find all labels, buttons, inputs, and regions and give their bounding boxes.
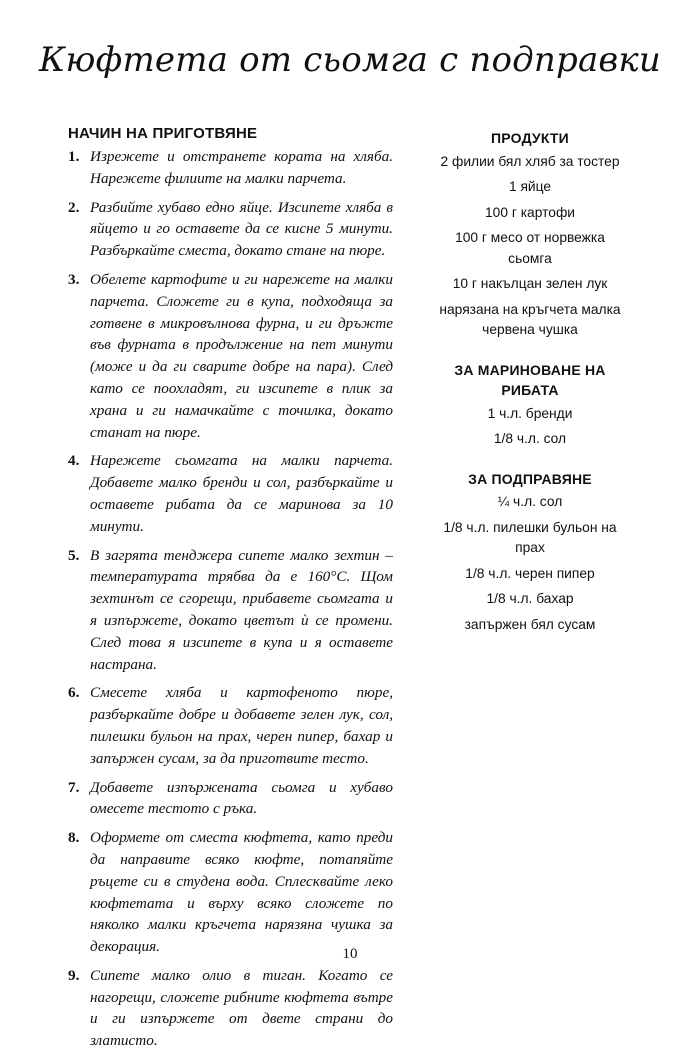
seasoning-item: 1/8 ч.л. пилешки бульон на прах <box>443 519 617 555</box>
step-number: 6. <box>68 684 80 702</box>
ingredient-item: 2 филии бял хляб за тостер <box>440 153 620 169</box>
seasoning-heading: ЗА ПОДПРАВЯНЕ <box>468 470 592 487</box>
seasoning-item: запържен бял сусам <box>464 616 596 632</box>
marinade-heading: ЗА МАРИНОВАНЕ НА РИБАТА <box>454 361 606 398</box>
seasoning-group <box>432 469 628 636</box>
seasoning-item: 1/8 ч.л. черен пипер <box>465 565 595 581</box>
ingredients-column <box>432 128 628 654</box>
step-text: Разбийте хубаво едно яйце. Изсипете хляба в яйцето и го оставете да се кисне 5 минути. Разбъркайте сместа, докато стане на пюре. <box>90 198 393 260</box>
ingredient-item: 10 г накълцан зелен лук <box>452 276 608 291</box>
step-text: Оформете от сместа кюфтета, като преди да направите всяко кюфте, потапяйте ръцете си в студена вода. Сплесквайте леко кюфтетата и върху всяко сложете по няколко малки кръгчета нарязяна чушка за декорация. <box>90 829 393 956</box>
seasoning-item: 1/8 ч.л. бахар <box>486 591 574 606</box>
step-number: 7. <box>68 778 80 796</box>
ingredient-item: нарязана на кръгчета малка червена чушка <box>439 301 621 337</box>
ingredients-heading: ПРОДУКТИ <box>491 130 569 146</box>
method-heading: НАЧИН НА ПРИГОТВЯНЕ <box>68 125 258 142</box>
marinade-item: 1 ч.л. бренди <box>487 405 573 421</box>
step-text: Сипете малко олио в тиган. Когато се нагорещи, сложете рибните кюфтета вътре и ги изпържете от двете страни до златисто. <box>90 966 393 1050</box>
method-step <box>68 777 393 821</box>
step-text: Изрежете и отстранете кората на хляба. Нарежете филиите на малки парчета. <box>90 148 393 187</box>
marinade-group <box>432 360 628 450</box>
step-text: Добавете изпържената сьомга и хубаво омесете тестото с ръка. <box>90 778 393 818</box>
step-number: 5. <box>68 546 80 564</box>
page-number: 10 <box>342 946 358 962</box>
recipe-title: Кюфтета от сьомга с подправки <box>38 40 662 80</box>
seasoning-item: ¼ ч.л. сол <box>497 494 563 509</box>
step-text: Обелете картофите и ги нарежете на малки парчета. Сложете ги в купа, подходяща за готвене в микровълнова фурна, и ги дръжте във фурната в продължение на пет минути (може и да ги сварите добре на пара). След като се поохладят, ги изсипете в плик за храна и ги намачкайте с точилка, докато станат на пюре. <box>90 270 393 441</box>
ingredient-item: 100 г картофи <box>485 204 575 220</box>
step-number: 9. <box>68 966 80 984</box>
step-text: В загрята тенджера сипете малко зехтин – температурата трябва да е 160°С. Щом зехтинът се сгорещи, прибавете сьомгата и я изпържете, докато цветът ѝ се промени. След това я изсипете в купа и я оставете настрана. <box>90 546 393 673</box>
method-step <box>68 450 393 537</box>
step-number: 3. <box>68 270 80 288</box>
method-step <box>68 545 393 676</box>
step-text: Смесете хляба и картофеното пюре, разбъркайте добре и добавете зелен лук, сол, пилешки бульон на прах, черен пипер, бахар и запържен сусам, за да приготвите тесто. <box>90 684 393 767</box>
ingredients-group <box>432 128 628 341</box>
step-number: 8. <box>68 829 80 847</box>
method-step <box>68 682 393 769</box>
method-steps <box>68 146 393 1052</box>
method-step <box>68 269 393 443</box>
step-number: 4. <box>68 452 80 470</box>
ingredient-item: 1 яйце <box>508 179 552 194</box>
method-step <box>68 827 393 958</box>
step-text: Нарежете сьомгата на малки парчета. Добавете малко бренди и сол, разбъркайте и оставете рибата да се маринова за 10 минути. <box>90 452 393 535</box>
step-number: 2. <box>68 198 80 216</box>
method-section <box>68 125 393 1059</box>
method-step <box>68 146 393 190</box>
marinade-item: 1/8 ч.л. сол <box>493 431 567 446</box>
method-step <box>68 965 393 1052</box>
method-step <box>68 197 393 262</box>
ingredient-item: 100 г месо от норвежка сьомга <box>455 230 605 266</box>
step-number: 1. <box>68 148 80 165</box>
